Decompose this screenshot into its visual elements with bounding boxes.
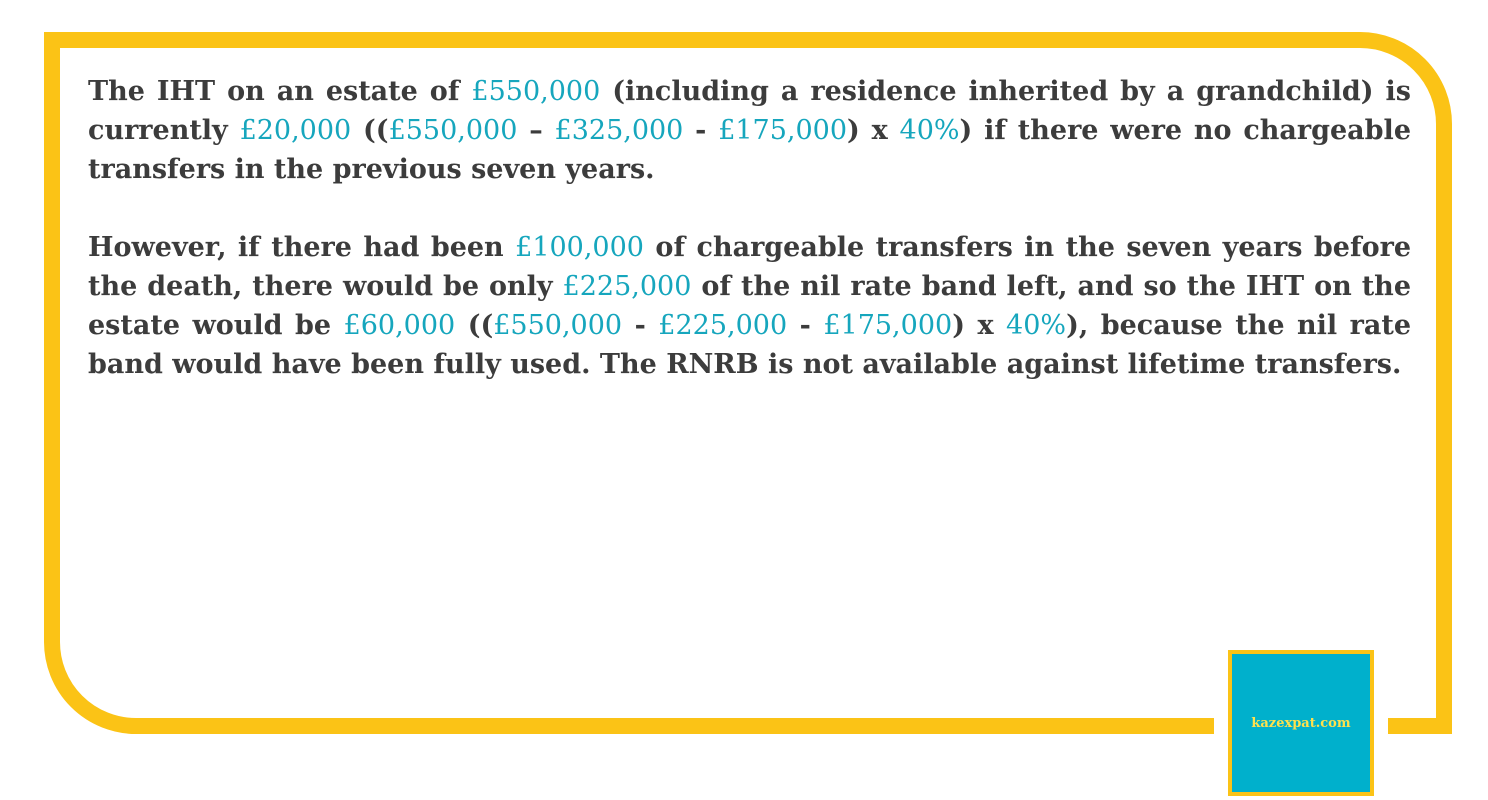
text-segment: ) x	[952, 310, 1007, 341]
iht-amount: £20,000	[239, 115, 352, 146]
paragraph-iht-with-transfers	[88, 228, 1411, 384]
text-segment: (including a residence inherited by a grandchild) is currently	[88, 76, 1411, 146]
text-segment: –	[517, 115, 555, 146]
remaining-nil-rate-band: £225,000	[658, 310, 788, 341]
text-segment: -	[787, 310, 824, 341]
iht-amount: £60,000	[343, 310, 456, 341]
text-segment: ) x	[847, 115, 900, 146]
nil-rate-band-value: £325,000	[554, 115, 684, 146]
remaining-nil-rate-band: £225,000	[562, 271, 692, 302]
brand-label: kazexpat.com	[1251, 715, 1351, 731]
text-segment: ) if there were no chargeable transfers in the previous seven years.	[88, 115, 1411, 185]
article-body	[88, 72, 1411, 423]
text-segment: -	[683, 115, 719, 146]
estate-value: £550,000	[493, 310, 623, 341]
estate-value: £550,000	[471, 76, 601, 107]
brand-badge-box	[1228, 650, 1374, 796]
brand-badge	[1214, 636, 1388, 800]
paragraph-iht-no-transfers	[88, 72, 1411, 189]
chargeable-transfers-value: £100,000	[515, 232, 644, 263]
text-segment: of the nil rate band left, and so the IHT on the estate would be	[88, 271, 1411, 341]
text-segment: ((	[351, 115, 389, 146]
text-segment: ), because the nil rate band would have been fully used. The RNRB is not available against lifetime transfers.	[88, 310, 1411, 380]
text-segment: The IHT on an estate of	[88, 76, 472, 107]
tax-rate: 40%	[899, 115, 960, 146]
text-segment: -	[622, 310, 659, 341]
estate-value: £550,000	[388, 115, 518, 146]
text-segment: However, if there had been	[88, 232, 516, 263]
rnrb-value: £175,000	[823, 310, 953, 341]
rnrb-value: £175,000	[718, 115, 848, 146]
tax-rate: 40%	[1006, 310, 1067, 341]
text-segment: of chargeable transfers in the seven years before the death, there would be only	[88, 232, 1411, 302]
text-segment: ((	[455, 310, 494, 341]
